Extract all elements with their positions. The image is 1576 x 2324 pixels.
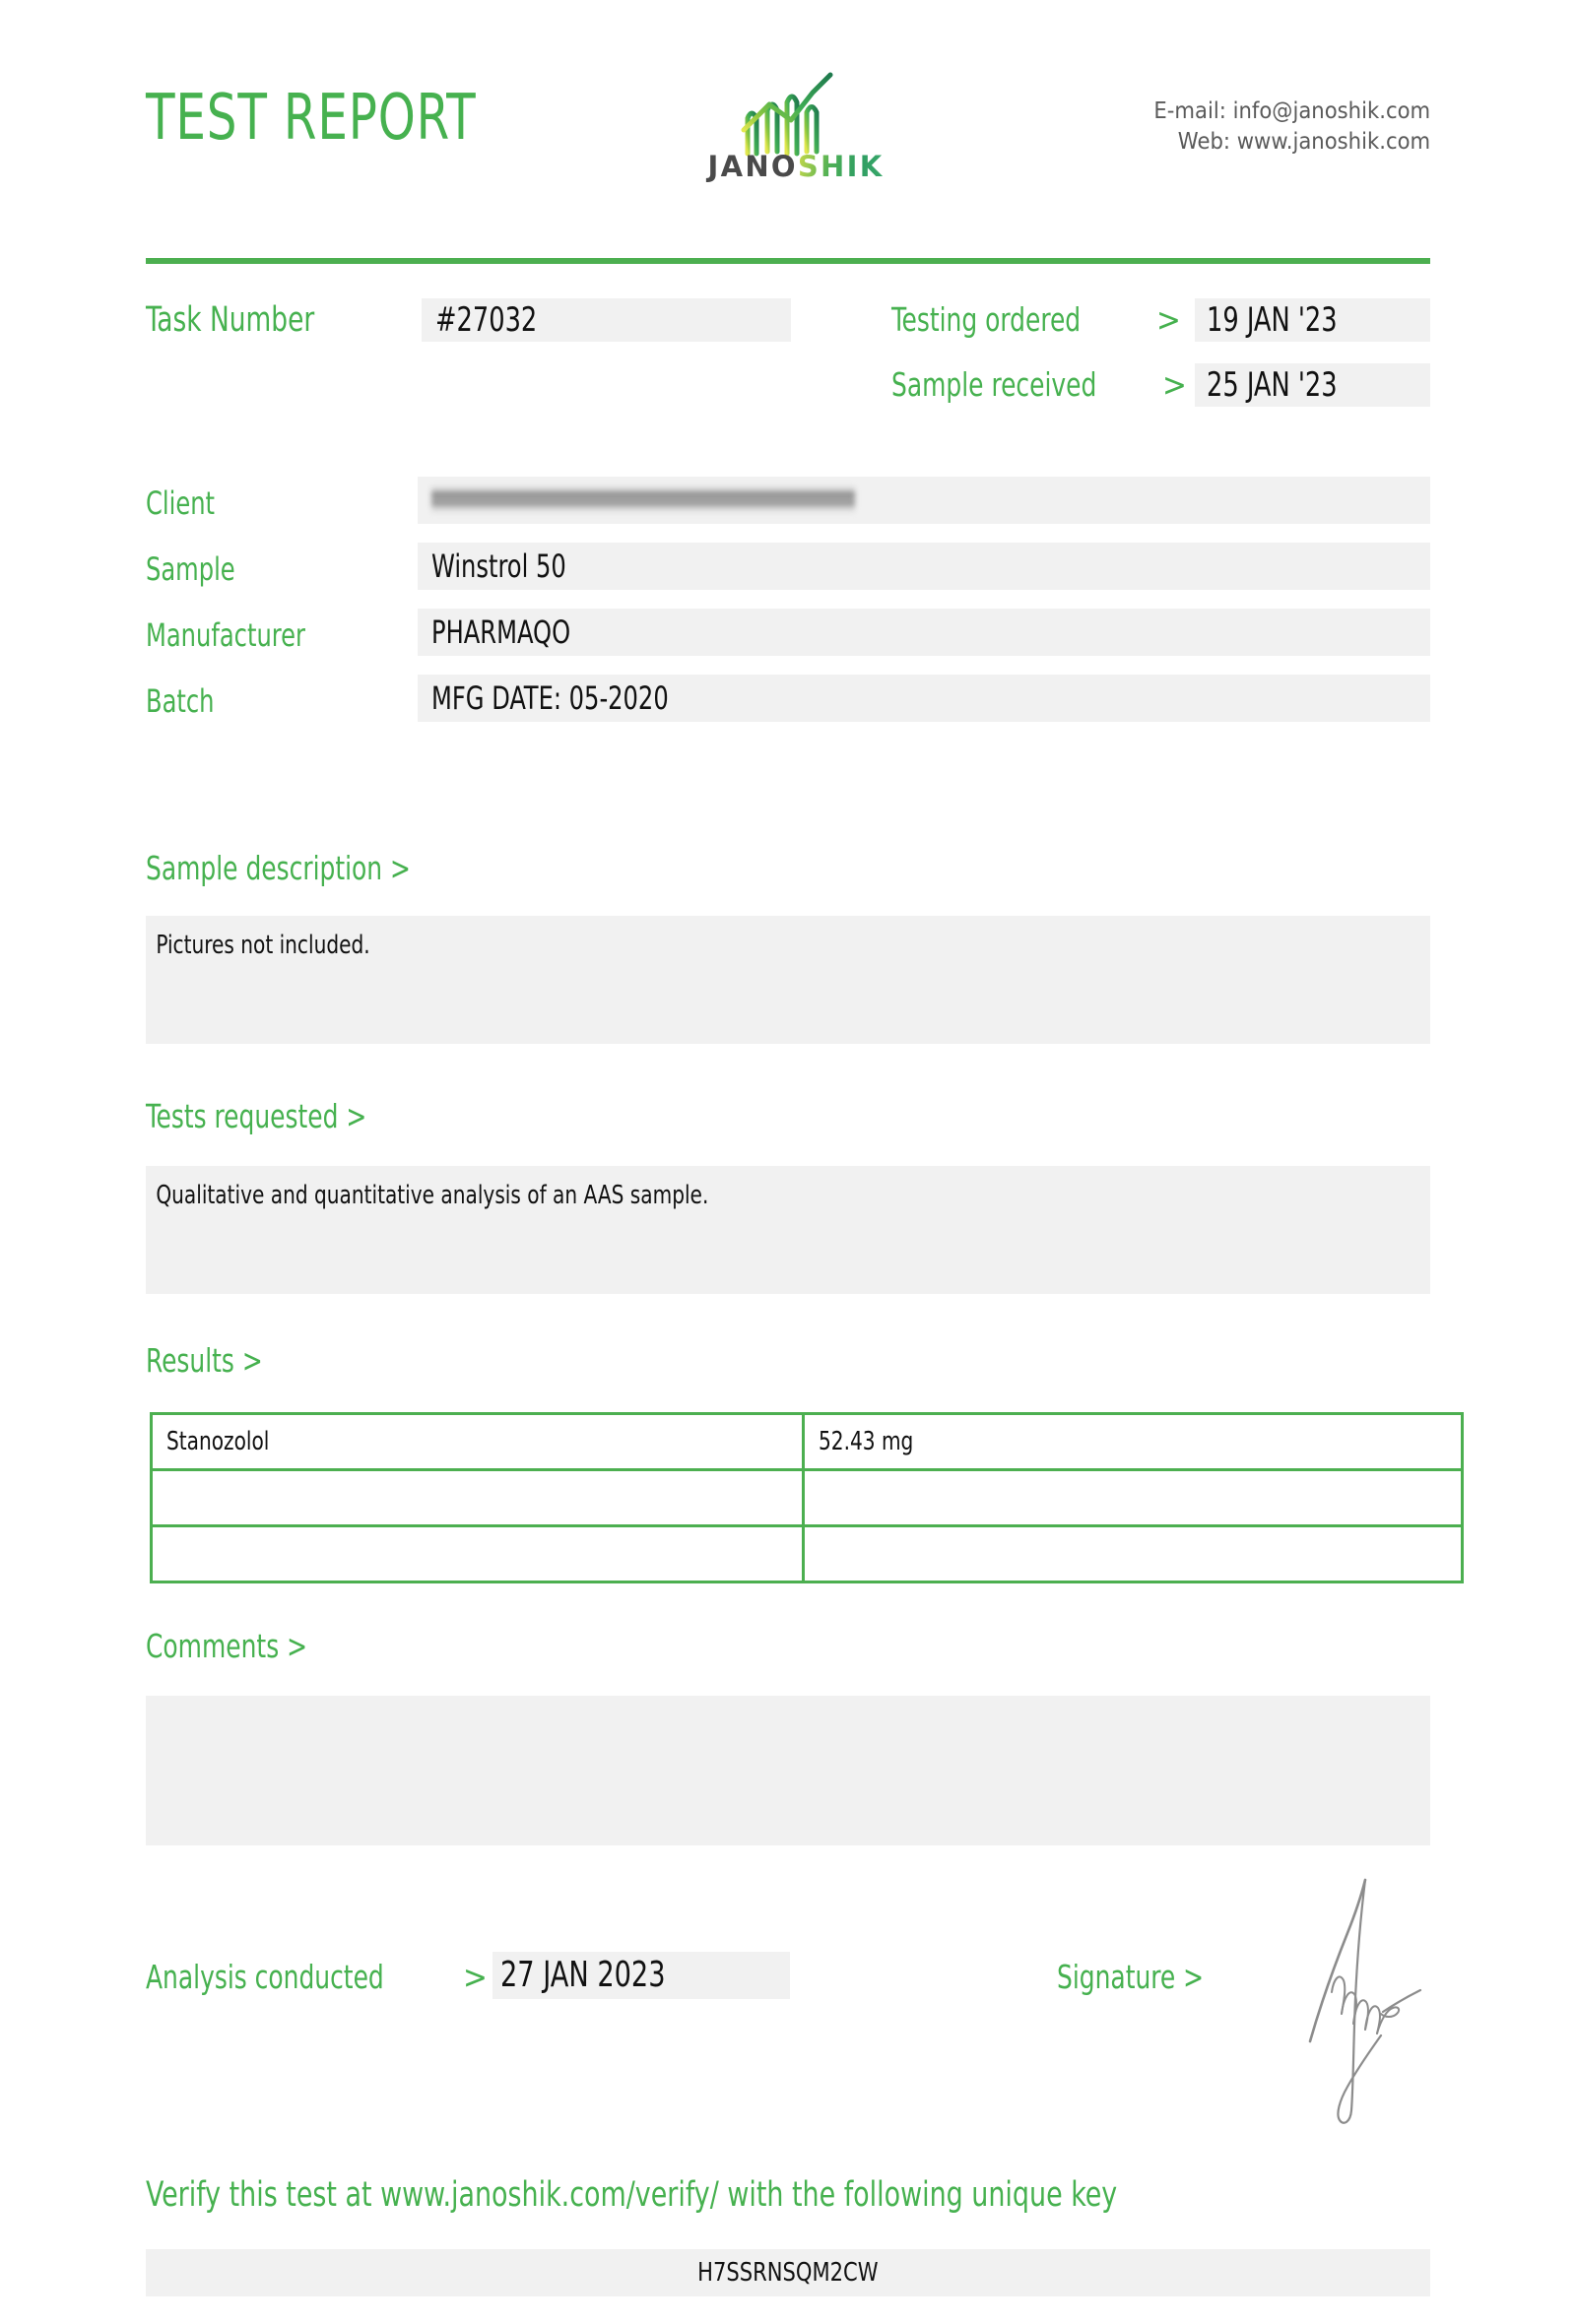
table-row [152, 1470, 1463, 1526]
redacted-client-name [431, 484, 855, 514]
manufacturer-label: Manufacturer [146, 616, 305, 654]
wordmark-jano: JANO [707, 150, 798, 183]
wordmark-shik: SHIK [797, 150, 885, 183]
analysis-conducted-label: Analysis conducted [146, 1958, 384, 1996]
batch-label: Batch [146, 682, 215, 720]
sample-label: Sample [146, 550, 235, 588]
task-number-label: Task Number [146, 300, 315, 340]
client-label: Client [146, 484, 216, 522]
tests-requested-heading: Tests requested > [146, 1097, 367, 1135]
batch-value: MFG DATE: 05-2020 [418, 675, 1430, 722]
results-table [150, 1412, 1464, 1583]
contact-info [1153, 97, 1430, 158]
tests-requested-box [146, 1166, 1430, 1294]
page-title: TEST REPORT [146, 82, 477, 155]
sample-received-separator: > [1162, 365, 1187, 404]
signature-label: Signature > [1057, 1958, 1205, 1996]
sample-received-value: 25 JAN '23 [1195, 363, 1430, 407]
table-row [152, 1414, 1463, 1470]
comments-text [146, 1696, 156, 1710]
testing-ordered-separator: > [1156, 300, 1181, 339]
result-substance: Stanozolol [152, 1414, 804, 1470]
report-header [146, 69, 1430, 197]
verification-key: H7SSRNSQM2CW [146, 2249, 1430, 2296]
verify-instruction: Verify this test at www.janoshik.com/verify/ with the following unique key [146, 2175, 1118, 2215]
janoshik-logo [683, 69, 909, 197]
sample-value: Winstrol 50 [418, 543, 1430, 590]
result-amount [804, 1470, 1463, 1526]
sample-description-box [146, 916, 1430, 1044]
ascending-bar-chart-logo-icon [683, 69, 909, 158]
analysis-conducted-separator: > [463, 1958, 488, 1996]
result-amount: 52.43 mg [804, 1414, 1463, 1470]
task-number-value: #27032 [422, 298, 791, 342]
testing-ordered-label: Testing ordered [891, 300, 1082, 339]
sample-description-text: Pictures not included. [156, 931, 370, 960]
testing-ordered-value: 19 JAN '23 [1195, 298, 1430, 342]
handwritten-signature-icon [1271, 1876, 1448, 2132]
comments-box [146, 1696, 1430, 1845]
result-amount [804, 1526, 1463, 1582]
header-divider [146, 258, 1430, 264]
tests-requested-text: Qualitative and quantitative analysis of an AAS sample. [156, 1181, 709, 1210]
client-value [418, 477, 1430, 524]
results-heading: Results > [146, 1341, 263, 1380]
sample-received-label: Sample received [891, 365, 1097, 404]
janoshik-wordmark [683, 152, 909, 181]
result-substance [152, 1526, 804, 1582]
table-row [152, 1526, 1463, 1582]
contact-email: E-mail: info@janoshik.com [1153, 98, 1430, 124]
sample-description-heading: Sample description > [146, 849, 411, 887]
analysis-conducted-date: 27 JAN 2023 [492, 1952, 790, 1999]
signature-image [1271, 1876, 1448, 2132]
result-substance [152, 1470, 804, 1526]
manufacturer-value: PHARMAQO [418, 609, 1430, 656]
contact-web: Web: www.janoshik.com [1177, 129, 1430, 155]
comments-heading: Comments > [146, 1627, 308, 1665]
